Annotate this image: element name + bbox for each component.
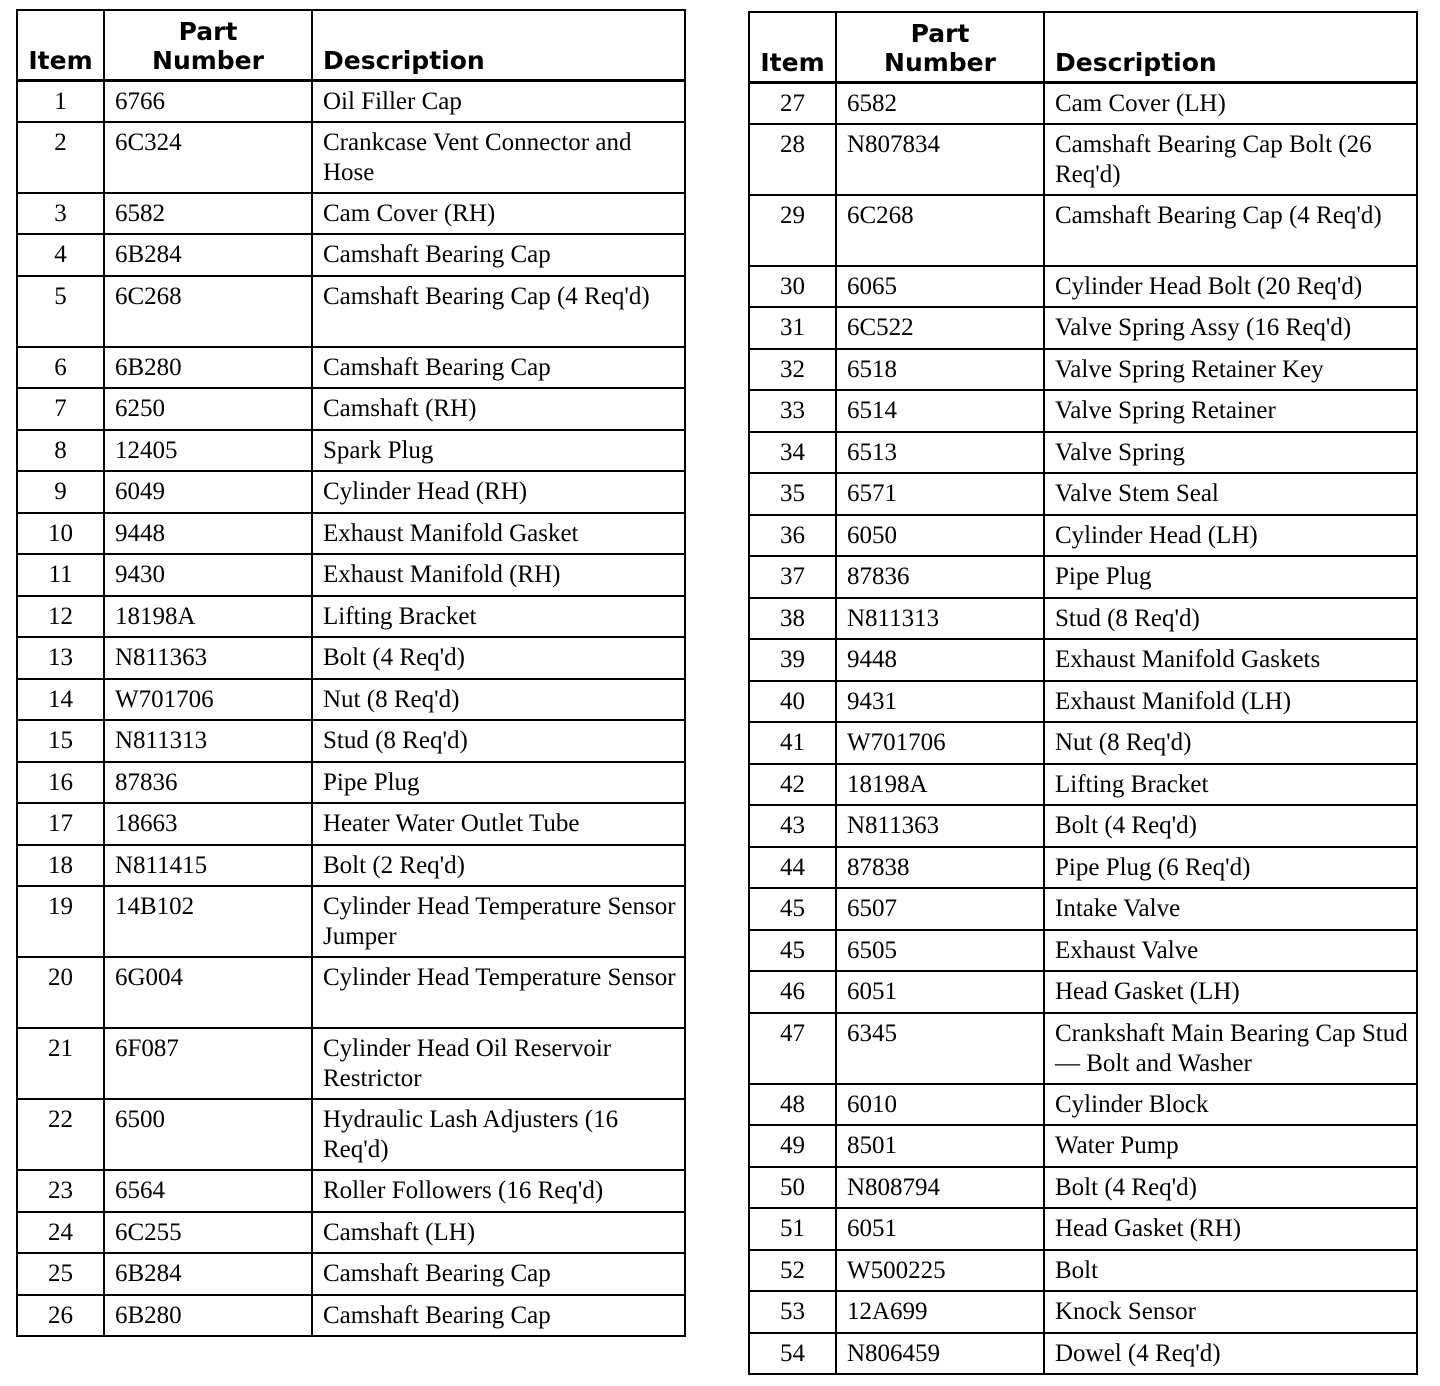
table-row <box>17 637 685 679</box>
table-row <box>749 1084 1417 1126</box>
cell-description: Roller Followers (16 Req'd) <box>312 1170 685 1212</box>
cell-part-number: 6514 <box>836 390 1044 432</box>
header-item: Item <box>17 10 104 80</box>
cell-part-number: N807834 <box>836 124 1044 195</box>
cell-part-number: 8501 <box>836 1125 1044 1167</box>
cell-description: Bolt <box>1044 1250 1417 1292</box>
table-row <box>17 234 685 276</box>
cell-description: Cylinder Block <box>1044 1084 1417 1126</box>
header-part-line2: Number <box>884 47 996 77</box>
cell-item: 33 <box>749 390 836 432</box>
table-row <box>749 681 1417 723</box>
cell-part-number: 6049 <box>104 471 312 513</box>
cell-description: Exhaust Valve <box>1044 930 1417 972</box>
cell-part-number: N808794 <box>836 1167 1044 1209</box>
cell-part-number: 6B280 <box>104 347 312 389</box>
cell-part-number: N811313 <box>836 598 1044 640</box>
table-row <box>749 195 1417 266</box>
cell-description: Valve Spring Retainer <box>1044 390 1417 432</box>
cell-part-number: N811363 <box>836 805 1044 847</box>
header-part-number <box>836 12 1044 82</box>
cell-description: Valve Stem Seal <box>1044 473 1417 515</box>
cell-item: 7 <box>17 388 104 430</box>
cell-item: 37 <box>749 556 836 598</box>
cell-description: Water Pump <box>1044 1125 1417 1167</box>
cell-item: 29 <box>749 195 836 266</box>
cell-item: 31 <box>749 307 836 349</box>
cell-description: Intake Valve <box>1044 888 1417 930</box>
cell-part-number: 6B284 <box>104 234 312 276</box>
table-row <box>17 720 685 762</box>
table-row <box>17 1253 685 1295</box>
cell-description: Cylinder Head Oil Reservoir Restrictor <box>312 1028 685 1099</box>
table-row <box>17 1295 685 1337</box>
cell-part-number: N811363 <box>104 637 312 679</box>
cell-part-number: 6505 <box>836 930 1044 972</box>
cell-part-number: 12A699 <box>836 1291 1044 1333</box>
cell-item: 2 <box>17 122 104 193</box>
cell-description: Camshaft Bearing Cap <box>312 1253 685 1295</box>
cell-description: Pipe Plug (6 Req'd) <box>1044 847 1417 889</box>
cell-part-number: 6F087 <box>104 1028 312 1099</box>
cell-description: Camshaft (RH) <box>312 388 685 430</box>
cell-item: 26 <box>17 1295 104 1337</box>
cell-part-number: 6065 <box>836 266 1044 308</box>
cell-description: Pipe Plug <box>1044 556 1417 598</box>
cell-item: 35 <box>749 473 836 515</box>
cell-part-number: 6G004 <box>104 957 312 1028</box>
cell-item: 9 <box>17 471 104 513</box>
cell-description: Heater Water Outlet Tube <box>312 803 685 845</box>
cell-item: 19 <box>17 886 104 957</box>
cell-item: 51 <box>749 1208 836 1250</box>
table-row <box>17 80 685 122</box>
table-row <box>749 266 1417 308</box>
table-row <box>17 762 685 804</box>
cell-description: Valve Spring <box>1044 432 1417 474</box>
cell-item: 47 <box>749 1013 836 1084</box>
cell-part-number: N811313 <box>104 720 312 762</box>
parts-table-right <box>748 11 1418 1375</box>
cell-description: Pipe Plug <box>312 762 685 804</box>
cell-description: Cam Cover (RH) <box>312 193 685 235</box>
cell-item: 21 <box>17 1028 104 1099</box>
table-row <box>749 82 1417 124</box>
table-row <box>749 888 1417 930</box>
table-row <box>17 430 685 472</box>
cell-item: 40 <box>749 681 836 723</box>
cell-item: 20 <box>17 957 104 1028</box>
cell-part-number: W701706 <box>104 679 312 721</box>
cell-description: Exhaust Manifold (LH) <box>1044 681 1417 723</box>
cell-item: 23 <box>17 1170 104 1212</box>
table-row <box>749 1208 1417 1250</box>
table-row <box>17 1212 685 1254</box>
cell-part-number: 6507 <box>836 888 1044 930</box>
cell-item: 18 <box>17 845 104 887</box>
cell-part-number: 6C268 <box>836 195 1044 266</box>
cell-item: 54 <box>749 1333 836 1375</box>
cell-item: 3 <box>17 193 104 235</box>
table-row <box>749 556 1417 598</box>
cell-description: Nut (8 Req'd) <box>312 679 685 721</box>
cell-item: 41 <box>749 722 836 764</box>
cell-description: Nut (8 Req'd) <box>1044 722 1417 764</box>
table-row <box>17 276 685 347</box>
cell-part-number: W701706 <box>836 722 1044 764</box>
cell-description: Cam Cover (LH) <box>1044 82 1417 124</box>
cell-description: Valve Spring Retainer Key <box>1044 349 1417 391</box>
table-row <box>17 193 685 235</box>
table-row <box>749 307 1417 349</box>
table-row <box>749 1250 1417 1292</box>
cell-description: Head Gasket (RH) <box>1044 1208 1417 1250</box>
cell-part-number: 6C324 <box>104 122 312 193</box>
cell-description: Lifting Bracket <box>1044 764 1417 806</box>
cell-part-number: 6050 <box>836 515 1044 557</box>
cell-item: 39 <box>749 639 836 681</box>
cell-part-number: 9448 <box>104 513 312 555</box>
cell-item: 48 <box>749 1084 836 1126</box>
table-row <box>17 596 685 638</box>
cell-part-number: 6C522 <box>836 307 1044 349</box>
cell-part-number: 6051 <box>836 1208 1044 1250</box>
table-row <box>749 847 1417 889</box>
table-row <box>749 390 1417 432</box>
header-part-line2: Number <box>152 45 264 75</box>
cell-part-number: N811415 <box>104 845 312 887</box>
table-body <box>17 80 685 1336</box>
cell-item: 8 <box>17 430 104 472</box>
cell-part-number: 6345 <box>836 1013 1044 1084</box>
cell-item: 12 <box>17 596 104 638</box>
table-row <box>17 803 685 845</box>
cell-part-number: 87836 <box>104 762 312 804</box>
cell-part-number: 6564 <box>104 1170 312 1212</box>
cell-item: 6 <box>17 347 104 389</box>
cell-item: 17 <box>17 803 104 845</box>
cell-description: Cylinder Head Temperature Sensor <box>312 957 685 1028</box>
cell-description: Stud (8 Req'd) <box>312 720 685 762</box>
cell-part-number: 6B284 <box>104 1253 312 1295</box>
cell-item: 15 <box>17 720 104 762</box>
table-row <box>17 388 685 430</box>
cell-description: Camshaft Bearing Cap (4 Req'd) <box>1044 195 1417 266</box>
cell-part-number: 6B280 <box>104 1295 312 1337</box>
cell-description: Camshaft Bearing Cap (4 Req'd) <box>312 276 685 347</box>
cell-part-number: 18198A <box>104 596 312 638</box>
cell-part-number: 18663 <box>104 803 312 845</box>
header-part-number <box>104 10 312 80</box>
cell-item: 50 <box>749 1167 836 1209</box>
cell-description: Camshaft Bearing Cap <box>312 347 685 389</box>
cell-item: 25 <box>17 1253 104 1295</box>
cell-description: Crankcase Vent Connector and Hose <box>312 122 685 193</box>
header-part-line1: Part <box>910 18 970 48</box>
cell-item: 24 <box>17 1212 104 1254</box>
table-row <box>749 764 1417 806</box>
cell-item: 53 <box>749 1291 836 1333</box>
parts-table-left <box>16 9 686 1337</box>
cell-description: Exhaust Manifold Gasket <box>312 513 685 555</box>
table-row <box>749 971 1417 1013</box>
cell-part-number: 6582 <box>836 82 1044 124</box>
cell-part-number: 6C255 <box>104 1212 312 1254</box>
cell-part-number: 6051 <box>836 971 1044 1013</box>
table-row <box>749 1013 1417 1084</box>
cell-item: 10 <box>17 513 104 555</box>
table-row <box>749 124 1417 195</box>
cell-description: Dowel (4 Req'd) <box>1044 1333 1417 1375</box>
cell-part-number: 18198A <box>836 764 1044 806</box>
cell-description: Camshaft (LH) <box>312 1212 685 1254</box>
cell-part-number: 6C268 <box>104 276 312 347</box>
cell-description: Bolt (4 Req'd) <box>1044 1167 1417 1209</box>
cell-item: 36 <box>749 515 836 557</box>
table-row <box>17 513 685 555</box>
cell-description: Valve Spring Assy (16 Req'd) <box>1044 307 1417 349</box>
table-row <box>17 845 685 887</box>
cell-item: 49 <box>749 1125 836 1167</box>
table-row <box>749 515 1417 557</box>
table-row <box>749 930 1417 972</box>
table-row <box>17 679 685 721</box>
cell-item: 43 <box>749 805 836 847</box>
cell-description: Exhaust Manifold Gaskets <box>1044 639 1417 681</box>
cell-description: Hydraulic Lash Adjusters (16 Req'd) <box>312 1099 685 1170</box>
cell-description: Cylinder Head (RH) <box>312 471 685 513</box>
cell-part-number: 12405 <box>104 430 312 472</box>
cell-description: Cylinder Head Temperature Sensor Jumper <box>312 886 685 957</box>
table-row <box>17 122 685 193</box>
cell-part-number: 9448 <box>836 639 1044 681</box>
cell-description: Bolt (4 Req'd) <box>312 637 685 679</box>
table-row <box>17 554 685 596</box>
cell-description: Cylinder Head (LH) <box>1044 515 1417 557</box>
cell-part-number: N806459 <box>836 1333 1044 1375</box>
cell-description: Stud (8 Req'd) <box>1044 598 1417 640</box>
cell-part-number: 6500 <box>104 1099 312 1170</box>
header-description: Description <box>1044 12 1417 82</box>
cell-item: 4 <box>17 234 104 276</box>
table-row <box>17 957 685 1028</box>
cell-item: 22 <box>17 1099 104 1170</box>
cell-part-number: 6571 <box>836 473 1044 515</box>
cell-item: 45 <box>749 888 836 930</box>
cell-item: 42 <box>749 764 836 806</box>
table-row <box>749 598 1417 640</box>
cell-item: 38 <box>749 598 836 640</box>
cell-item: 1 <box>17 80 104 122</box>
table-row <box>749 349 1417 391</box>
cell-item: 34 <box>749 432 836 474</box>
cell-item: 14 <box>17 679 104 721</box>
table-row <box>749 1125 1417 1167</box>
cell-description: Head Gasket (LH) <box>1044 971 1417 1013</box>
cell-item: 5 <box>17 276 104 347</box>
cell-part-number: 87836 <box>836 556 1044 598</box>
cell-description: Oil Filler Cap <box>312 80 685 122</box>
cell-part-number: 9430 <box>104 554 312 596</box>
cell-part-number: 6582 <box>104 193 312 235</box>
table-row <box>749 1167 1417 1209</box>
cell-part-number: 9431 <box>836 681 1044 723</box>
table-row <box>17 886 685 957</box>
table-row <box>749 1291 1417 1333</box>
cell-item: 44 <box>749 847 836 889</box>
table-row <box>749 639 1417 681</box>
cell-item: 28 <box>749 124 836 195</box>
table-row <box>17 347 685 389</box>
cell-description: Camshaft Bearing Cap Bolt (26 Req'd) <box>1044 124 1417 195</box>
header-part-line1: Part <box>178 16 238 46</box>
table-row <box>749 722 1417 764</box>
cell-description: Spark Plug <box>312 430 685 472</box>
header-row <box>749 12 1417 82</box>
cell-description: Crankshaft Main Bearing Cap Stud — Bolt and Washer <box>1044 1013 1417 1084</box>
cell-description: Bolt (2 Req'd) <box>312 845 685 887</box>
cell-item: 27 <box>749 82 836 124</box>
header-description: Description <box>312 10 685 80</box>
cell-part-number: 14B102 <box>104 886 312 957</box>
cell-description: Lifting Bracket <box>312 596 685 638</box>
cell-item: 11 <box>17 554 104 596</box>
cell-part-number: 87838 <box>836 847 1044 889</box>
table-row <box>17 1170 685 1212</box>
cell-item: 45 <box>749 930 836 972</box>
table-row <box>749 1333 1417 1375</box>
table-row <box>749 473 1417 515</box>
header-item: Item <box>749 12 836 82</box>
cell-part-number: 6250 <box>104 388 312 430</box>
cell-part-number: 6518 <box>836 349 1044 391</box>
table-row <box>749 432 1417 474</box>
cell-item: 46 <box>749 971 836 1013</box>
cell-item: 52 <box>749 1250 836 1292</box>
cell-description: Exhaust Manifold (RH) <box>312 554 685 596</box>
cell-part-number: 6010 <box>836 1084 1044 1126</box>
table-body <box>749 82 1417 1374</box>
cell-item: 32 <box>749 349 836 391</box>
cell-description: Bolt (4 Req'd) <box>1044 805 1417 847</box>
table-row <box>17 1099 685 1170</box>
table-row <box>17 471 685 513</box>
cell-item: 13 <box>17 637 104 679</box>
cell-part-number: 6766 <box>104 80 312 122</box>
cell-description: Knock Sensor <box>1044 1291 1417 1333</box>
cell-item: 16 <box>17 762 104 804</box>
cell-part-number: W500225 <box>836 1250 1044 1292</box>
cell-item: 30 <box>749 266 836 308</box>
cell-description: Camshaft Bearing Cap <box>312 1295 685 1337</box>
cell-part-number: 6513 <box>836 432 1044 474</box>
header-row <box>17 10 685 80</box>
cell-description: Cylinder Head Bolt (20 Req'd) <box>1044 266 1417 308</box>
table-row <box>749 805 1417 847</box>
table-row <box>17 1028 685 1099</box>
cell-description: Camshaft Bearing Cap <box>312 234 685 276</box>
